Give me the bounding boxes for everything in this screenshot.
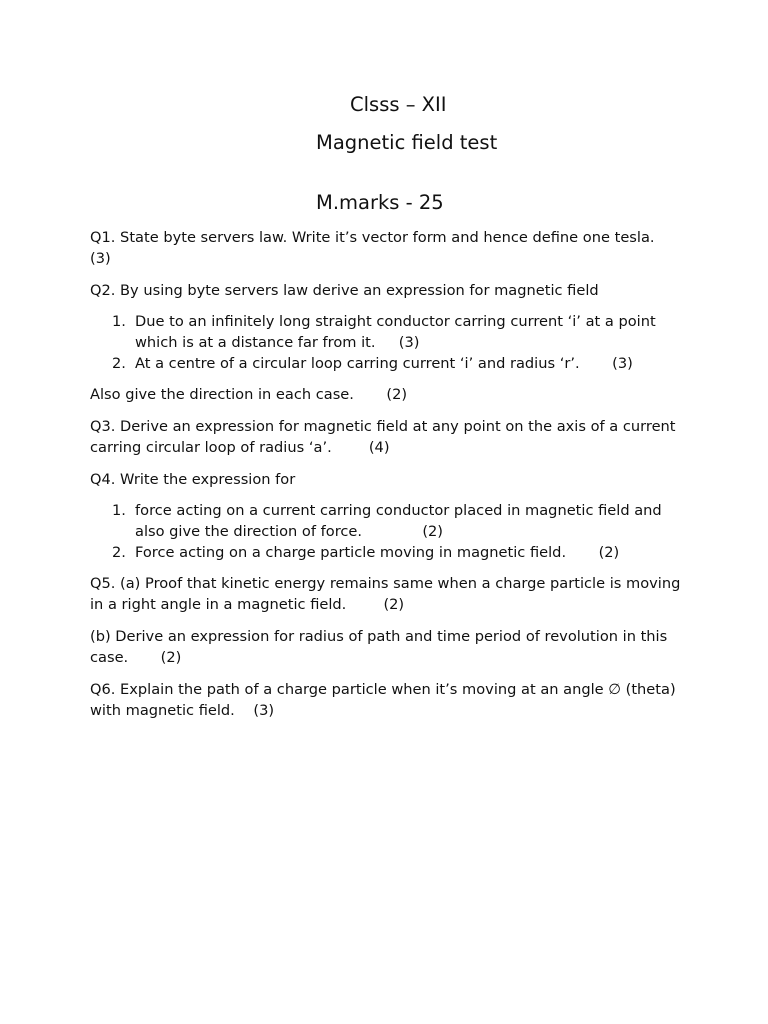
question-1-marks: (3) [90,250,111,267]
question-4-text: Q4. Write the expression for [90,471,296,488]
question-4-list [90,500,690,563]
list-item-marks: (3) [612,355,633,372]
question-2-footer-text: Also give the direction in each case. [90,386,354,403]
question-5b-marks: (2) [160,649,182,666]
list-number: 1. [112,502,126,519]
question-5a [90,573,690,615]
list-item-marks: (3) [398,334,420,351]
question-3-text: Q3. Derive an expression for magnetic field at any point on the axis of a current carring circular loop of radius ‘a’. [90,418,676,456]
list-number: 1. [112,313,126,330]
question-1 [90,227,690,269]
question-3 [90,416,690,458]
list-item [90,500,690,542]
question-2 [90,280,690,301]
question-2-footer-marks: (2) [386,386,408,403]
question-6-marks: (3) [253,702,275,719]
question-5a-text: Q5. (a) Proof that kinetic energy remains same when a charge particle is moving in a right angle in a magnetic field. [90,575,681,613]
question-2-text: Q2. By using byte servers law derive an expression for magnetic field [90,282,599,299]
question-2-footer [90,384,690,405]
test-title: Magnetic field test [316,131,498,154]
question-2-list [90,311,690,374]
question-4 [90,469,690,490]
class-heading: Clsss – XII [350,93,447,116]
question-1-text: Q1. State byte servers law. Write it’s vector form and hence define one tesla. [90,229,655,246]
list-item [90,311,690,353]
question-5a-marks: (2) [383,596,405,613]
list-item [90,542,690,563]
list-item-text: Due to an infinitely long straight conductor carring current ‘i’ at a point which is at a distance far from it. [135,313,656,351]
question-body [90,227,690,732]
list-item-marks: (2) [422,523,444,540]
list-number: 2. [112,355,126,372]
list-item-text: force acting on a current carring conductor placed in magnetic field and also give the direction of force. [135,502,662,540]
question-3-marks: (4) [368,439,390,456]
question-6-text: Q6. Explain the path of a charge particle when it’s moving at an angle ∅ (theta) with magnetic field. [90,681,676,719]
list-item-marks: (2) [598,544,620,561]
max-marks-heading: M.marks - 25 [316,191,444,214]
question-6 [90,679,690,721]
list-item-text: At a centre of a circular loop carring current ‘i’ and radius ‘r’. [135,355,580,372]
list-item-text: Force acting on a charge particle moving in magnetic field. [135,544,567,561]
list-item [90,353,690,374]
question-5b-text: (b) Derive an expression for radius of path and time period of revolution in this case. [90,628,668,666]
list-number: 2. [112,544,126,561]
question-5b [90,626,690,668]
